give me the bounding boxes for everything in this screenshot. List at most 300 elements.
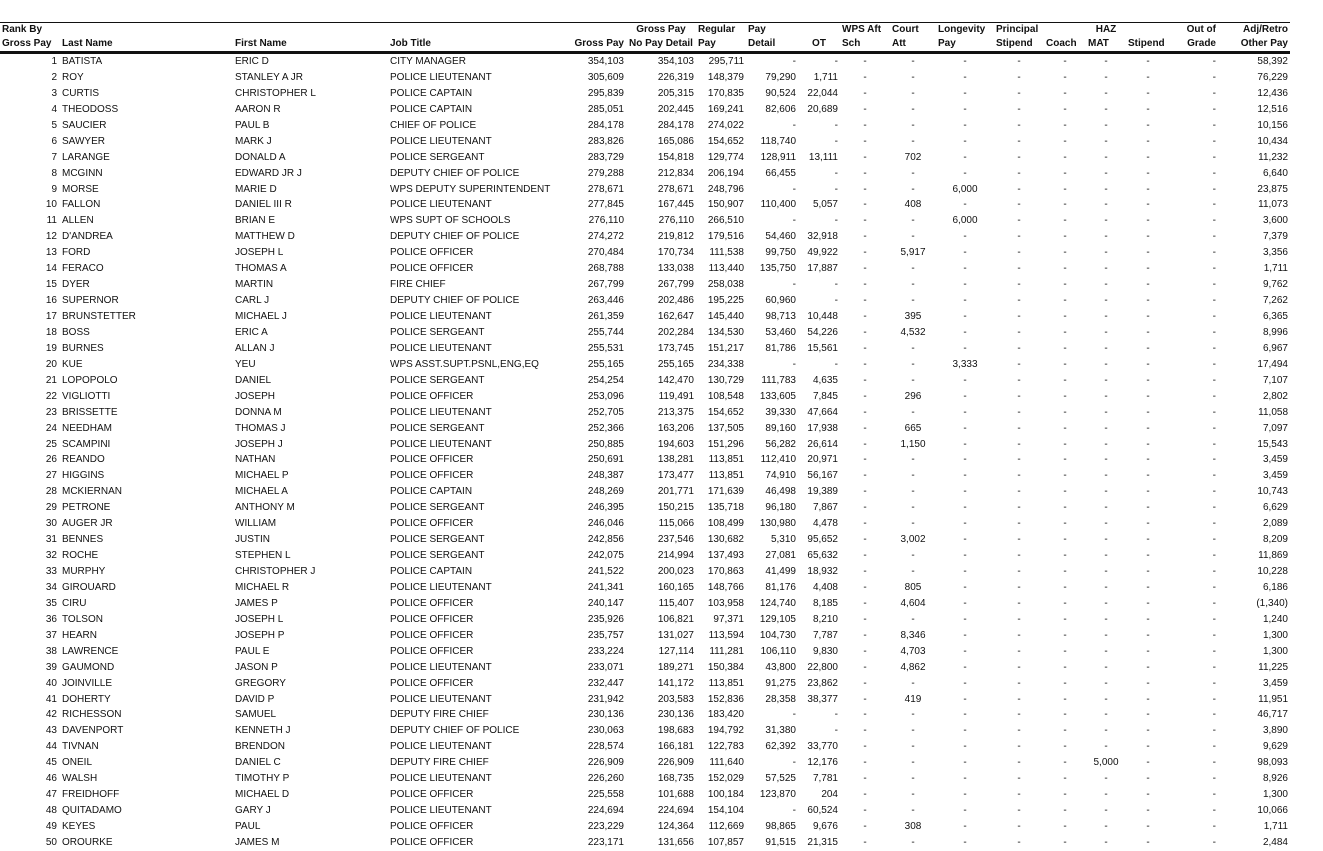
header-top-haz-mat: HAZ — [1086, 23, 1126, 38]
cell-coach: - — [1063, 757, 1067, 769]
cell-job-title: POLICE LIEUTENANT — [390, 311, 492, 322]
cell-gross-no-detail: 203,583 — [657, 693, 694, 705]
cell-first-name: DAVID P — [235, 693, 275, 705]
cell-coach: - — [1063, 263, 1067, 275]
cell-out-of-grade: - — [1212, 550, 1216, 562]
cell-ot: 7,787 — [812, 629, 838, 641]
cell-last-name: BENNES — [62, 534, 104, 546]
cell-gross-pay: 253,096 — [587, 390, 624, 402]
cell-wps-aft-sch: - — [863, 390, 867, 402]
cell-stipend: - — [1146, 677, 1150, 689]
cell-principal-stipend: - — [1017, 390, 1021, 402]
cell-gross-no-detail: 168,735 — [657, 773, 694, 785]
header-top-gross-no-detail: Gross Pay — [626, 23, 696, 38]
cell-first-name: JOSEPH P — [235, 629, 285, 641]
cell-last-name: DOHERTY — [62, 693, 111, 705]
table-row — [0, 389, 1290, 405]
cell-coach: - — [1063, 709, 1067, 721]
cell-wps-aft-sch: - — [863, 295, 867, 307]
cell-regular-pay: 148,379 — [707, 71, 744, 83]
cell-gross-no-detail: 150,215 — [657, 502, 694, 514]
header-top-pay-detail: Pay — [746, 23, 798, 38]
cell-job-title: WPS SUPT OF SCHOOLS — [390, 215, 511, 227]
table-row — [0, 819, 1290, 835]
cell-adj-retro-other: 3,356 — [1262, 247, 1288, 259]
table-row — [0, 166, 1290, 182]
cell-longevity-pay: - — [963, 103, 967, 115]
cell-first-name: GARY J — [235, 805, 271, 817]
cell-last-name: RICHESSON — [62, 709, 122, 721]
cell-first-name: MARK J — [235, 135, 272, 147]
cell-last-name: KEYES — [62, 821, 96, 832]
cell-stipend: - — [1146, 311, 1150, 322]
cell-last-name: ROCHE — [62, 550, 99, 562]
cell-wps-aft-sch: - — [863, 103, 867, 115]
cell-stipend: - — [1146, 566, 1150, 577]
cell-job-title: POLICE SERGEANT — [390, 374, 485, 386]
cell-last-name: LARANGE — [62, 151, 110, 163]
cell-last-name: BRUNSTETTER — [62, 311, 136, 322]
cell-rank: 38 — [45, 645, 57, 657]
cell-gross-pay: 295,839 — [587, 87, 624, 99]
cell-adj-retro-other: 9,762 — [1262, 279, 1288, 291]
table-row — [0, 771, 1290, 787]
cell-gross-pay: 354,103 — [587, 56, 624, 67]
cell-gross-no-detail: 278,671 — [657, 183, 694, 195]
cell-pay-detail: 66,455 — [765, 167, 796, 179]
cell-last-name: FALLON — [62, 199, 101, 211]
cell-haz-mat: - — [1104, 326, 1108, 338]
cell-ot: 7,845 — [812, 390, 838, 402]
cell-haz-mat: - — [1104, 629, 1108, 641]
cell-gross-no-detail: 354,103 — [657, 56, 694, 67]
cell-wps-aft-sch: - — [863, 167, 867, 179]
cell-haz-mat: - — [1104, 342, 1108, 354]
cell-stipend: - — [1146, 581, 1150, 593]
cell-gross-pay: 231,942 — [587, 693, 624, 705]
cell-coach: - — [1063, 613, 1067, 625]
cell-haz-mat: - — [1104, 103, 1108, 115]
table-row — [0, 341, 1290, 357]
cell-gross-pay: 255,531 — [587, 342, 624, 354]
cell-ot: 1,711 — [813, 71, 838, 83]
cell-gross-no-detail: 124,364 — [657, 821, 694, 832]
cell-wps-aft-sch: - — [863, 215, 867, 227]
cell-ot: 7,781 — [812, 773, 838, 785]
table-row — [0, 293, 1290, 309]
cell-first-name: PAUL — [235, 821, 261, 832]
cell-court-att: - — [911, 518, 915, 530]
cell-stipend: - — [1146, 358, 1150, 370]
cell-job-title: POLICE LIEUTENANT — [390, 342, 492, 354]
cell-wps-aft-sch: - — [863, 661, 867, 673]
cell-coach: - — [1063, 645, 1067, 657]
cell-haz-mat: - — [1104, 215, 1108, 227]
cell-principal-stipend: - — [1017, 741, 1021, 753]
cell-longevity-pay: - — [963, 789, 967, 801]
cell-court-att: - — [911, 231, 915, 243]
cell-principal-stipend: - — [1017, 597, 1021, 609]
cell-out-of-grade: - — [1212, 119, 1216, 131]
cell-pay-detail: - — [792, 757, 796, 769]
cell-stipend: - — [1146, 326, 1150, 338]
cell-haz-mat: - — [1104, 56, 1108, 67]
cell-job-title: POLICE CAPTAIN — [390, 486, 473, 498]
cell-principal-stipend: - — [1017, 247, 1021, 259]
cell-rank: 19 — [45, 342, 57, 354]
table-row — [0, 548, 1290, 564]
table-row — [0, 118, 1290, 134]
cell-adj-retro-other: 10,228 — [1257, 566, 1288, 577]
cell-stipend: - — [1146, 789, 1150, 801]
cell-haz-mat: - — [1104, 773, 1108, 785]
cell-first-name: ALLAN J — [235, 342, 275, 354]
cell-longevity-pay: - — [963, 709, 967, 721]
cell-out-of-grade: - — [1212, 725, 1216, 737]
cell-job-title: DEPUTY CHIEF OF POLICE — [390, 167, 520, 179]
cell-gross-no-detail: 205,315 — [657, 87, 694, 99]
table-header — [0, 23, 1290, 53]
cell-first-name: JUSTIN — [235, 534, 270, 546]
cell-last-name: VIGLIOTTI — [62, 390, 111, 402]
cell-job-title: POLICE OFFICER — [390, 789, 474, 801]
cell-regular-pay: 108,548 — [707, 390, 744, 402]
table-row — [0, 437, 1290, 453]
cell-ot: 65,632 — [807, 550, 838, 562]
cell-rank: 37 — [45, 629, 57, 641]
cell-regular-pay: 129,774 — [707, 151, 744, 163]
cell-first-name: CHRISTOPHER J — [235, 566, 316, 577]
table-row — [0, 835, 1290, 851]
cell-first-name: MICHAEL J — [235, 311, 287, 322]
header-top-wps-aft-sch: WPS Aft — [840, 23, 890, 38]
cell-gross-no-detail: 142,470 — [657, 374, 694, 386]
cell-stipend: - — [1146, 773, 1150, 785]
cell-adj-retro-other: 3,459 — [1262, 677, 1288, 689]
cell-gross-no-detail: 219,812 — [657, 231, 694, 243]
cell-coach: - — [1063, 661, 1067, 673]
cell-rank: 13 — [45, 247, 57, 259]
cell-stipend: - — [1146, 741, 1150, 753]
header-top-rank: Rank By — [0, 23, 60, 38]
cell-stipend: - — [1146, 486, 1150, 498]
cell-rank: 24 — [45, 422, 57, 434]
cell-first-name: AARON R — [235, 103, 281, 115]
cell-principal-stipend: - — [1017, 199, 1021, 211]
cell-principal-stipend: - — [1017, 358, 1021, 370]
cell-adj-retro-other: 1,240 — [1262, 613, 1288, 625]
cell-ot: 47,664 — [807, 406, 838, 418]
cell-haz-mat: - — [1104, 741, 1108, 753]
cell-ot: 8,185 — [812, 597, 838, 609]
cell-haz-mat: - — [1104, 311, 1108, 322]
cell-court-att: - — [911, 741, 915, 753]
cell-gross-no-detail: 198,683 — [657, 725, 694, 737]
cell-longevity-pay: 6,000 — [952, 183, 978, 195]
cell-principal-stipend: - — [1017, 56, 1021, 67]
cell-gross-no-detail: 189,271 — [657, 661, 694, 673]
cell-haz-mat: - — [1104, 693, 1108, 705]
cell-haz-mat: - — [1104, 167, 1108, 179]
cell-job-title: POLICE CAPTAIN — [390, 566, 473, 577]
cell-longevity-pay: - — [963, 119, 967, 131]
cell-principal-stipend: - — [1017, 342, 1021, 354]
cell-rank: 4 — [51, 103, 57, 115]
cell-first-name: JOSEPH L — [235, 613, 284, 625]
cell-court-att: - — [911, 566, 915, 577]
cell-regular-pay: 195,225 — [707, 295, 744, 307]
cell-last-name: GIROUARD — [62, 581, 116, 593]
cell-ot: 26,614 — [807, 438, 838, 450]
cell-gross-pay: 242,075 — [587, 550, 624, 562]
cell-longevity-pay: - — [963, 199, 967, 211]
cell-pay-detail: 43,800 — [765, 661, 796, 673]
cell-principal-stipend: - — [1017, 279, 1021, 291]
cell-rank: 1 — [51, 56, 57, 67]
table-row — [0, 213, 1290, 229]
header-top-longevity-pay: Longevity — [936, 23, 994, 38]
cell-wps-aft-sch: - — [863, 135, 867, 147]
cell-out-of-grade: - — [1212, 135, 1216, 147]
cell-longevity-pay: - — [963, 693, 967, 705]
cell-coach: - — [1063, 183, 1067, 195]
cell-regular-pay: 179,516 — [707, 231, 744, 243]
cell-court-att: 395 — [904, 311, 922, 322]
header-row-1 — [0, 23, 1290, 38]
cell-adj-retro-other: 46,717 — [1257, 709, 1288, 721]
cell-haz-mat: - — [1104, 789, 1108, 801]
cell-out-of-grade: - — [1212, 821, 1216, 832]
cell-court-att: - — [911, 454, 915, 466]
cell-coach: - — [1063, 358, 1067, 370]
cell-rank: 14 — [45, 263, 57, 275]
cell-court-att: 419 — [904, 693, 922, 705]
cell-ot: 17,938 — [807, 422, 838, 434]
cell-gross-no-detail: 115,407 — [658, 597, 694, 609]
cell-regular-pay: 170,863 — [707, 566, 744, 577]
cell-job-title: POLICE OFFICER — [390, 629, 474, 641]
cell-rank: 2 — [51, 71, 57, 83]
cell-out-of-grade: - — [1212, 757, 1216, 769]
cell-haz-mat: - — [1104, 183, 1108, 195]
cell-job-title: POLICE OFFICER — [390, 836, 474, 848]
table-row — [0, 803, 1290, 819]
cell-wps-aft-sch: - — [863, 119, 867, 131]
cell-pay-detail: 91,275 — [765, 677, 796, 689]
cell-regular-pay: 151,296 — [707, 438, 744, 450]
cell-ot: 20,689 — [807, 103, 838, 115]
cell-coach: - — [1063, 342, 1067, 354]
cell-haz-mat: - — [1104, 151, 1108, 163]
cell-longevity-pay: 6,000 — [952, 215, 978, 227]
cell-gross-no-detail: 166,181 — [657, 741, 694, 753]
cell-last-name: QUITADAMO — [62, 805, 122, 817]
cell-stipend: - — [1146, 247, 1150, 259]
cell-adj-retro-other: 12,436 — [1257, 87, 1288, 99]
cell-wps-aft-sch: - — [863, 263, 867, 275]
cell-rank: 46 — [45, 773, 57, 785]
cell-regular-pay: 111,538 — [709, 247, 744, 259]
header-first-name: First Name — [233, 37, 388, 53]
cell-gross-pay: 270,484 — [587, 247, 624, 259]
cell-adj-retro-other: 11,951 — [1258, 693, 1288, 705]
cell-wps-aft-sch: - — [863, 87, 867, 99]
cell-haz-mat: - — [1104, 836, 1108, 848]
cell-gross-no-detail: 202,486 — [657, 295, 694, 307]
cell-court-att: - — [911, 677, 915, 689]
cell-court-att: 308 — [904, 821, 922, 832]
table-row — [0, 86, 1290, 102]
cell-gross-pay: 261,359 — [587, 311, 624, 322]
cell-rank: 12 — [45, 231, 57, 243]
cell-wps-aft-sch: - — [863, 470, 867, 482]
cell-adj-retro-other: 76,229 — [1257, 71, 1288, 83]
cell-coach: - — [1063, 805, 1067, 817]
cell-rank: 6 — [51, 135, 57, 147]
cell-principal-stipend: - — [1017, 502, 1021, 514]
cell-rank: 23 — [45, 406, 57, 418]
cell-regular-pay: 113,594 — [708, 629, 744, 641]
cell-gross-pay: 241,341 — [587, 581, 624, 593]
cell-longevity-pay: - — [963, 167, 967, 179]
cell-haz-mat: - — [1104, 566, 1108, 577]
cell-pay-detail: 111,783 — [761, 374, 796, 386]
cell-court-att: - — [911, 725, 915, 737]
cell-court-att: - — [911, 773, 915, 785]
cell-coach: - — [1063, 821, 1067, 832]
cell-rank: 8 — [51, 167, 57, 179]
cell-longevity-pay: - — [963, 295, 967, 307]
cell-gross-no-detail: 167,445 — [657, 199, 694, 211]
cell-adj-retro-other: 58,392 — [1257, 56, 1288, 67]
cell-gross-no-detail: 224,694 — [657, 805, 694, 817]
cell-stipend: - — [1146, 390, 1150, 402]
cell-haz-mat: - — [1104, 613, 1108, 625]
cell-gross-no-detail: 200,023 — [657, 566, 694, 577]
cell-rank: 3 — [51, 87, 57, 99]
cell-court-att: 3,002 — [900, 534, 926, 546]
cell-regular-pay: 274,022 — [707, 119, 744, 131]
cell-gross-no-detail: 119,491 — [658, 390, 694, 402]
cell-rank: 49 — [45, 821, 57, 832]
cell-stipend: - — [1146, 693, 1150, 705]
cell-coach: - — [1063, 135, 1067, 147]
cell-ot: - — [834, 183, 838, 195]
cell-haz-mat: - — [1104, 597, 1108, 609]
cell-coach: - — [1063, 151, 1067, 163]
cell-haz-mat: - — [1104, 805, 1108, 817]
cell-job-title: POLICE LIEUTENANT — [390, 199, 492, 211]
cell-pay-detail: 90,524 — [765, 87, 796, 99]
cell-haz-mat: - — [1104, 470, 1108, 482]
cell-principal-stipend: - — [1017, 757, 1021, 769]
cell-adj-retro-other: 8,996 — [1262, 326, 1288, 338]
cell-ot: - — [834, 725, 838, 737]
cell-job-title: POLICE OFFICER — [390, 390, 474, 402]
cell-gross-pay: 285,051 — [587, 103, 624, 115]
cell-ot: 19,389 — [807, 486, 838, 498]
cell-coach: - — [1063, 231, 1067, 243]
cell-rank: 22 — [45, 390, 57, 402]
cell-regular-pay: 148,766 — [707, 581, 744, 593]
cell-haz-mat: - — [1104, 279, 1108, 291]
cell-longevity-pay: - — [963, 151, 967, 163]
cell-stipend: - — [1146, 422, 1150, 434]
cell-rank: 10 — [45, 199, 57, 211]
cell-out-of-grade: - — [1212, 56, 1216, 67]
table-row — [0, 102, 1290, 118]
cell-coach: - — [1063, 773, 1067, 785]
cell-pay-detail: - — [792, 805, 796, 817]
cell-court-att: - — [911, 836, 915, 848]
cell-rank: 25 — [45, 438, 57, 450]
cell-pay-detail: 5,310 — [770, 534, 796, 546]
cell-ot: 4,478 — [812, 518, 838, 530]
cell-haz-mat: - — [1104, 390, 1108, 402]
cell-adj-retro-other: 11,073 — [1258, 199, 1288, 211]
cell-coach: - — [1063, 486, 1067, 498]
cell-longevity-pay: - — [963, 486, 967, 498]
cell-coach: - — [1063, 629, 1067, 641]
cell-rank: 41 — [45, 693, 57, 705]
cell-adj-retro-other: 1,711 — [1263, 821, 1288, 832]
cell-adj-retro-other: 98,093 — [1257, 757, 1288, 769]
cell-regular-pay: 194,792 — [707, 725, 744, 737]
table-row — [0, 644, 1290, 660]
cell-adj-retro-other: 1,300 — [1262, 629, 1288, 641]
cell-out-of-grade: - — [1212, 470, 1216, 482]
table-row — [0, 755, 1290, 771]
cell-last-name: GAUMOND — [62, 661, 115, 673]
header-top-court-att: Court — [890, 23, 936, 38]
cell-gross-pay: 284,178 — [587, 119, 624, 131]
cell-adj-retro-other: 6,365 — [1262, 311, 1288, 322]
cell-gross-pay: 255,744 — [587, 326, 624, 338]
cell-pay-detail: 56,282 — [765, 438, 796, 450]
cell-haz-mat: - — [1104, 295, 1108, 307]
cell-gross-no-detail: 160,165 — [657, 581, 694, 593]
cell-job-title: POLICE CAPTAIN — [390, 103, 473, 115]
cell-wps-aft-sch: - — [863, 613, 867, 625]
cell-gross-pay: 254,254 — [587, 374, 624, 386]
cell-stipend: - — [1146, 135, 1150, 147]
cell-last-name: MURPHY — [62, 566, 106, 577]
cell-court-att: - — [911, 263, 915, 275]
cell-regular-pay: 150,384 — [707, 661, 744, 673]
cell-haz-mat: - — [1104, 247, 1108, 259]
cell-wps-aft-sch: - — [863, 741, 867, 753]
cell-out-of-grade: - — [1212, 422, 1216, 434]
cell-stipend: - — [1146, 597, 1150, 609]
cell-haz-mat: - — [1104, 406, 1108, 418]
cell-ot: 49,922 — [807, 247, 838, 259]
cell-wps-aft-sch: - — [863, 677, 867, 689]
header-top-gross-pay — [566, 23, 626, 38]
cell-ot: 17,887 — [807, 263, 838, 275]
cell-principal-stipend: - — [1017, 406, 1021, 418]
payroll-spreadsheet — [0, 22, 1290, 851]
cell-wps-aft-sch: - — [863, 358, 867, 370]
cell-out-of-grade: - — [1212, 311, 1216, 322]
cell-gross-pay: 268,788 — [587, 263, 624, 275]
cell-pay-detail: 46,498 — [765, 486, 796, 498]
cell-first-name: MICHAEL P — [235, 470, 289, 482]
cell-court-att: 4,532 — [900, 326, 926, 338]
cell-principal-stipend: - — [1017, 486, 1021, 498]
header-adj-retro-other: Other Pay — [1218, 37, 1290, 53]
cell-wps-aft-sch: - — [863, 757, 867, 769]
cell-gross-pay: 246,395 — [587, 502, 624, 514]
